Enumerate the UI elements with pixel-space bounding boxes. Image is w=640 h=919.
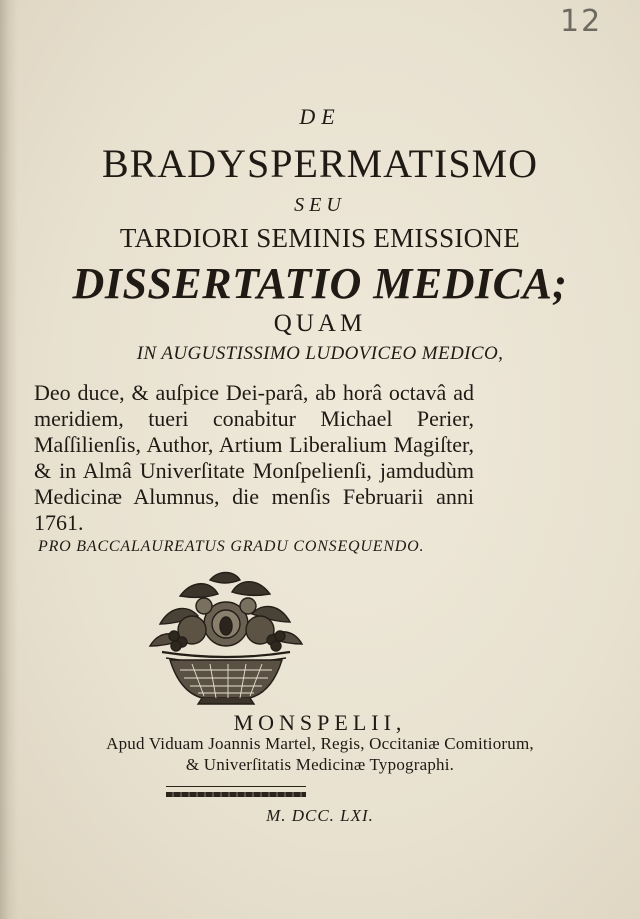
fruit-basket-ornament-icon xyxy=(140,566,312,706)
dissertatio-heading: DISSERTATIO MEDICA; xyxy=(72,259,568,308)
divider-ornamental xyxy=(166,792,306,797)
heading-quam: QUAM xyxy=(273,310,367,337)
defense-statement: Deo duce, & auſpice Dei-parâ, ab horâ octavâ ad meridiem, tueri conabitur Michael Perier, Maſſilienſis, Author, Artium Liberalium Magiſter, & in Almâ Univerſitate Monſpelienſi, jamdudùm Medicinæ Alumnus, die menſis Februarii anni 1761. xyxy=(34,380,474,535)
subtitle: TARDIORI SEMINIS EMISSIONE xyxy=(119,223,521,253)
imprint-place: MONSPELII, xyxy=(233,710,407,735)
heading-seu: SEU xyxy=(294,194,346,216)
page-edge-shadow xyxy=(0,0,18,919)
degree-line: PRO BACCALAUREATUS GRADU CONSEQUENDO. xyxy=(38,538,425,555)
heading-de: DE xyxy=(299,104,341,129)
imprint-year: M. DCC. LXI. xyxy=(266,806,374,825)
main-title: BRADYSPERMATISMO xyxy=(101,141,539,186)
divider-thin xyxy=(166,786,306,787)
pencil-page-number: 12 xyxy=(560,4,603,39)
venue-line: IN AUGUSTISSIMO LUDOVICEO MEDICO, xyxy=(136,343,504,364)
imprint-printer-continued: & Univerſitatis Medicinæ Typographi. xyxy=(185,755,455,774)
imprint-printer: Apud Viduam Joannis Martel, Regis, Occitaniæ Comitiorum, xyxy=(106,734,534,753)
